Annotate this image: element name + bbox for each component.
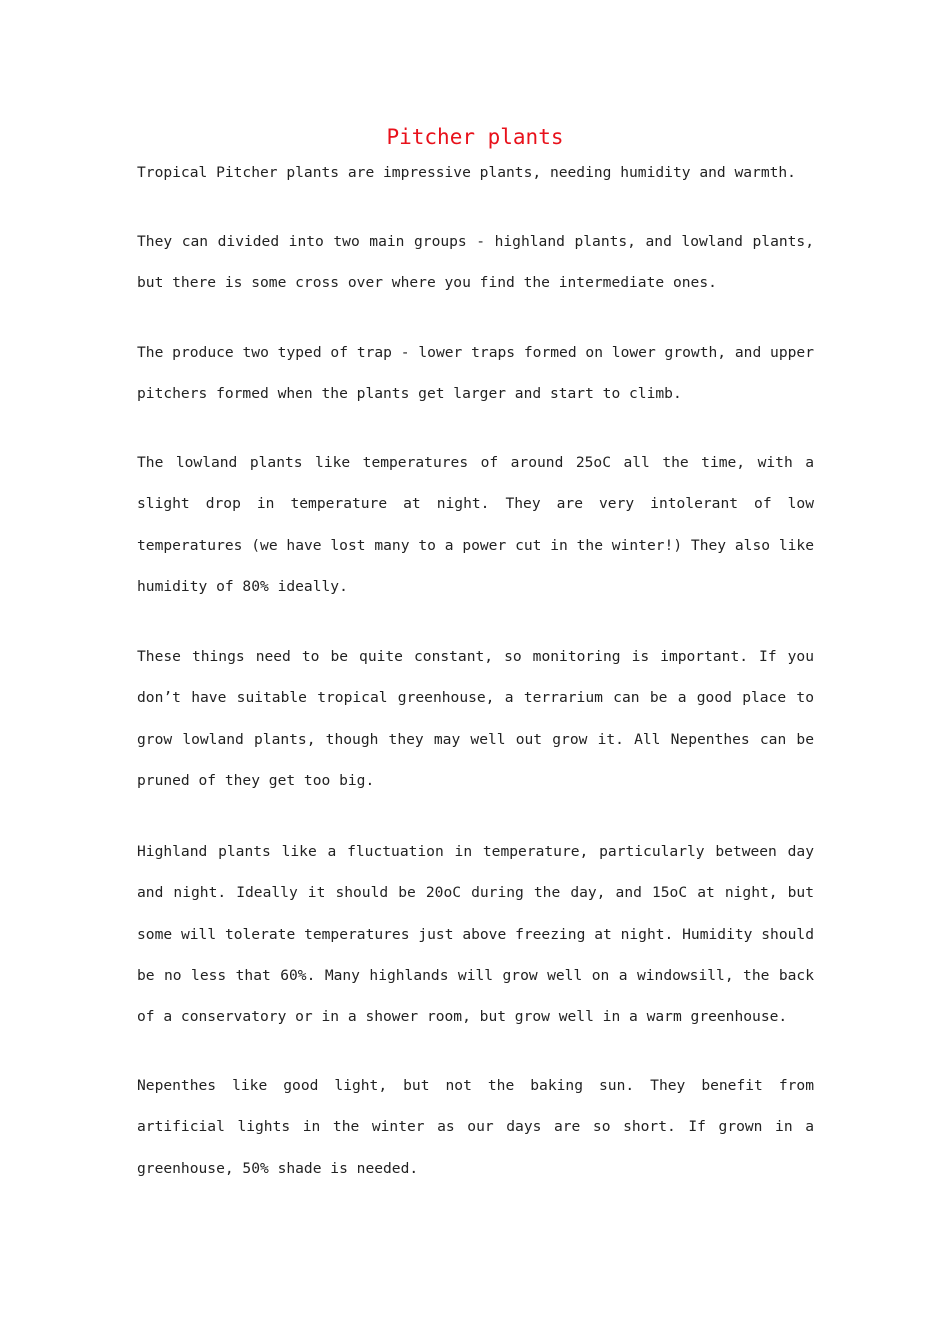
paragraph-highland-conditions: Highland plants like a fluctuation in temperature, particularly between day and night. Ideally it should be 20oC during the day, and 15oC at night, but some will tolerate temperatures just above freezing at night. Humidity should be no less that 60%. Many highlands will grow well on a windowsill, the back of a conservatory or in a shower room, but grow well in a warm greenhouse. bbox=[137, 843, 814, 1026]
paragraph-intro: Tropical Pitcher plants are impressive plants, needing humidity and warmth. bbox=[137, 164, 796, 181]
paragraph-light: Nepenthes like good light, but not the baking sun. They benefit from artificial lights in the winter as our days are so short. If grown in a greenhouse, 50% shade is needed. bbox=[137, 1077, 814, 1177]
page-title: Pitcher plants bbox=[386, 125, 564, 149]
paragraph-groups: They can divided into two main groups - highland plants, and lowland plants, but there is some cross over where you find the intermediate ones. bbox=[137, 233, 814, 292]
paragraph-traps: The produce two typed of trap - lower traps formed on lower growth, and upper pitchers formed when the plants get larger and start to climb. bbox=[137, 344, 814, 403]
paragraph-monitoring: These things need to be quite constant, so monitoring is important. If you don’t have suitable tropical greenhouse, a terrarium can be a good place to grow lowland plants, though they may well out grow it. All Nepenthes can be pruned of they get too big. bbox=[137, 648, 814, 789]
paragraph-lowland-conditions: The lowland plants like temperatures of around 25oC all the time, with a slight drop in temperature at night. They are very intolerant of low temperatures (we have lost many to a power cut in the winter!) They also like humidity of 80% ideally. bbox=[137, 454, 814, 595]
